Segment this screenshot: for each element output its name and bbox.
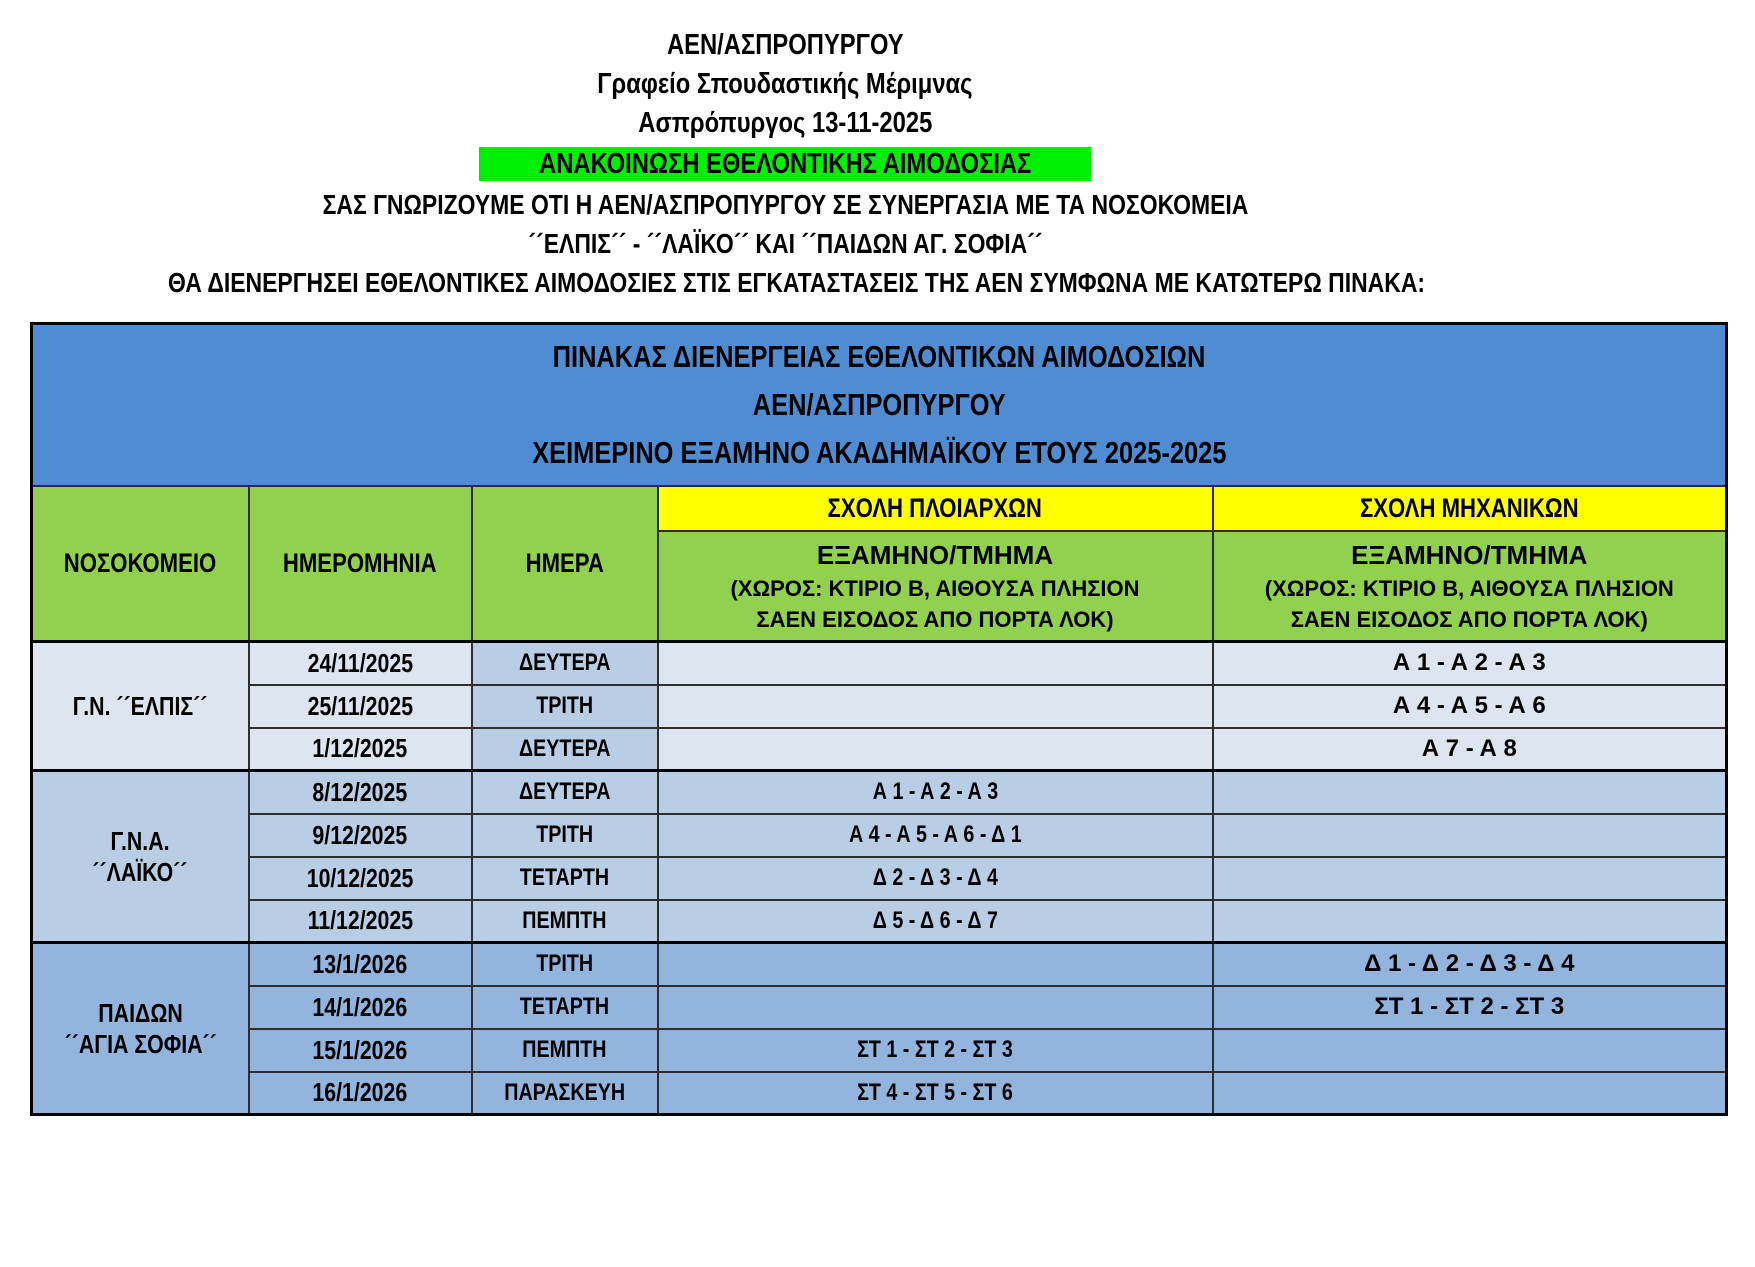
cell-date: 9/12/2025 xyxy=(249,814,472,857)
blood-donation-schedule-table xyxy=(30,322,1728,1116)
cell-captains: Α 1 - Α 2 - Α 3 xyxy=(658,771,1213,814)
cell-captains xyxy=(658,943,1213,986)
letterhead-org xyxy=(30,26,1540,65)
column-header-hospital: ΝΟΣΟΚΟΜΕΙΟ xyxy=(32,486,249,642)
letterhead-place-date xyxy=(30,104,1540,143)
cell-captains xyxy=(658,728,1213,771)
cell-date: 24/11/2025 xyxy=(249,642,472,685)
letterhead-place-date-text: Ασπρόπυργος 13-11-2025 xyxy=(637,107,933,139)
cell-date: 11/12/2025 xyxy=(249,900,472,943)
table-row xyxy=(32,986,1727,1029)
announcement-title-text: ΑΝΑΚΟΙΝΩΣΗ ΕΘΕΛΟΝΤΙΚΗΣ ΑΙΜΟΔΟΣΙΑΣ xyxy=(538,148,1032,180)
cell-engineers xyxy=(1213,857,1727,900)
cell-engineers xyxy=(1213,900,1727,943)
cell-captains xyxy=(658,642,1213,685)
table-row xyxy=(32,771,1727,814)
cell-day: ΠΕΜΠΤΗ xyxy=(472,900,658,943)
table-title-line-2: ΑΕΝ/ΑΣΠΡΟΠΥΡΓΟΥ xyxy=(752,387,1006,422)
announcement-document xyxy=(30,26,1540,302)
letterhead-org-text: ΑΕΝ/ΑΣΠΡΟΠΥΡΓΟΥ xyxy=(666,29,904,61)
announcement-title-highlight xyxy=(479,147,1091,181)
cell-hospital-agia-sofia: ΠΑΙΔΩΝ ´´ΑΓΙΑ ΣΟΦΙΑ´´ xyxy=(32,943,249,1115)
table-row xyxy=(32,814,1727,857)
table-row xyxy=(32,1072,1727,1115)
cell-captains xyxy=(658,685,1213,728)
cell-day: ΤΕΤΑΡΤΗ xyxy=(472,857,658,900)
cell-engineers: Δ 1 - Δ 2 - Δ 3 - Δ 4 xyxy=(1213,943,1727,986)
cell-engineers: Α 7 - Α 8 xyxy=(1213,728,1727,771)
table-title-line-3: ΧΕΙΜΕΡΙΝΟ ΕΞΑΜΗΝΟ ΑΚΑΔΗΜΑΪΚΟΥ ΕΤΟΥΣ 2025-2025 xyxy=(531,435,1227,470)
cell-captains: ΣΤ 1 - ΣΤ 2 - ΣΤ 3 xyxy=(658,1029,1213,1072)
cell-engineers xyxy=(1213,814,1727,857)
column-header-captains-school: ΣΧΟΛΗ ΠΛΟΙΑΡΧΩΝ xyxy=(658,486,1213,531)
table-row xyxy=(32,943,1727,986)
cell-date: 25/11/2025 xyxy=(249,685,472,728)
cell-hospital-laiko: Γ.Ν.Α. ´´ΛΑΪΚΟ´´ xyxy=(32,771,249,943)
cell-engineers: Α 4 - Α 5 - Α 6 xyxy=(1213,685,1727,728)
cell-captains: ΣΤ 4 - ΣΤ 5 - ΣΤ 6 xyxy=(658,1072,1213,1115)
table-row xyxy=(32,685,1727,728)
cell-engineers xyxy=(1213,1029,1727,1072)
table-row xyxy=(32,728,1727,771)
column-header-date: ΗΜΕΡΟΜΗΝΙΑ xyxy=(249,486,472,642)
announcement-title-line xyxy=(30,144,1540,184)
cell-engineers xyxy=(1213,1072,1727,1115)
cell-hospital-elpis: Γ.Ν. ´´ΕΛΠΙΣ´´ xyxy=(32,642,249,771)
cell-captains: Δ 5 - Δ 6 - Δ 7 xyxy=(658,900,1213,943)
cell-day: ΤΡΙΤΗ xyxy=(472,943,658,986)
cell-date: 16/1/2026 xyxy=(249,1072,472,1115)
cell-day: ΔΕΥΤΕΡΑ xyxy=(472,728,658,771)
announcement-body-line-1: ΣΑΣ ΓΝΩΡΙΖΟΥΜΕ ΟΤΙ Η ΑΕΝ/ΑΣΠΡΟΠΥΡΓΟΥ ΣΕ ΣΥΝΕΡΓΑΣΙΑ ΜΕ ΤΑ ΝΟΣΟΚΟΜΕΙΑ xyxy=(322,189,1248,220)
table-header-row-schools xyxy=(32,486,1727,531)
cell-captains: Δ 2 - Δ 3 - Δ 4 xyxy=(658,857,1213,900)
column-header-day: ΗΜΕΡΑ xyxy=(472,486,658,642)
cell-date: 10/12/2025 xyxy=(249,857,472,900)
cell-engineers xyxy=(1213,771,1727,814)
cell-day: ΤΡΙΤΗ xyxy=(472,814,658,857)
cell-day: ΠΑΡΑΣΚΕΥΗ xyxy=(472,1072,658,1115)
table-row xyxy=(32,857,1727,900)
table-title-line-1: ΠΙΝΑΚΑΣ ΔΙΕΝΕΡΓΕΙΑΣ ΕΘΕΛΟΝΤΙΚΩΝ ΑΙΜΟΔΟΣΙΩΝ xyxy=(552,339,1206,374)
captains-subheader: ΕΞΑΜΗΝΟ/ΤΜΗΜΑ (ΧΩΡΟΣ: ΚΤΙΡΙΟ Β, ΑΙΘΟΥΣΑ ΠΛΗΣΙΟΝ ΣΑΕΝ ΕΙΣΟΔΟΣ ΑΠΟ ΠΟΡΤΑ ΛΟΚ) xyxy=(658,531,1213,642)
cell-date: 1/12/2025 xyxy=(249,728,472,771)
cell-day: ΠΕΜΠΤΗ xyxy=(472,1029,658,1072)
cell-date: 15/1/2026 xyxy=(249,1029,472,1072)
cell-captains xyxy=(658,986,1213,1029)
cell-engineers: Α 1 - Α 2 - Α 3 xyxy=(1213,642,1727,685)
cell-captains: Α 4 - Α 5 - Α 6 - Δ 1 xyxy=(658,814,1213,857)
table-title-cell xyxy=(32,324,1727,487)
letterhead-office xyxy=(30,65,1540,104)
cell-date: 8/12/2025 xyxy=(249,771,472,814)
letterhead-office-text: Γραφείο Σπουδαστικής Μέριμνας xyxy=(597,68,973,100)
announcement-body-line-2: ´´ΕΛΠΙΣ´´ - ´´ΛΑΪΚΟ´´ ΚΑΙ ´´ΠΑΙΔΩΝ ΑΓ. ΣΟΦΙΑ´´ xyxy=(527,228,1043,259)
cell-day: ΔΕΥΤΕΡΑ xyxy=(472,771,658,814)
table-title-row xyxy=(32,324,1727,487)
cell-day: ΤΡΙΤΗ xyxy=(472,685,658,728)
column-header-engineers-school: ΣΧΟΛΗ ΜΗΧΑΝΙΚΩΝ xyxy=(1213,486,1727,531)
table-row xyxy=(32,642,1727,685)
table-row xyxy=(32,1029,1727,1072)
table-row xyxy=(32,900,1727,943)
engineers-subheader: ΕΞΑΜΗΝΟ/ΤΜΗΜΑ (ΧΩΡΟΣ: ΚΤΙΡΙΟ Β, ΑΙΘΟΥΣΑ ΠΛΗΣΙΟΝ ΣΑΕΝ ΕΙΣΟΔΟΣ ΑΠΟ ΠΟΡΤΑ ΛΟΚ) xyxy=(1213,531,1727,642)
cell-date: 13/1/2026 xyxy=(249,943,472,986)
cell-engineers: ΣΤ 1 - ΣΤ 2 - ΣΤ 3 xyxy=(1213,986,1727,1029)
cell-day: ΤΕΤΑΡΤΗ xyxy=(472,986,658,1029)
cell-date: 14/1/2026 xyxy=(249,986,472,1029)
cell-day: ΔΕΥΤΕΡΑ xyxy=(472,642,658,685)
announcement-body-line-3: ΘΑ ΔΙΕΝΕΡΓΗΣΕΙ ΕΘΕΛΟΝΤΙΚΕΣ ΑΙΜΟΔΟΣΙΕΣ ΣΤΙΣ ΕΓΚΑΤΑΣΤΑΣΕΙΣ ΤΗΣ ΑΕΝ ΣΥΜΦΩΝΑ ΜΕ ΚΑΤΩΤΕΡΩ ΠΙΝΑΚΑ: xyxy=(167,267,1426,298)
